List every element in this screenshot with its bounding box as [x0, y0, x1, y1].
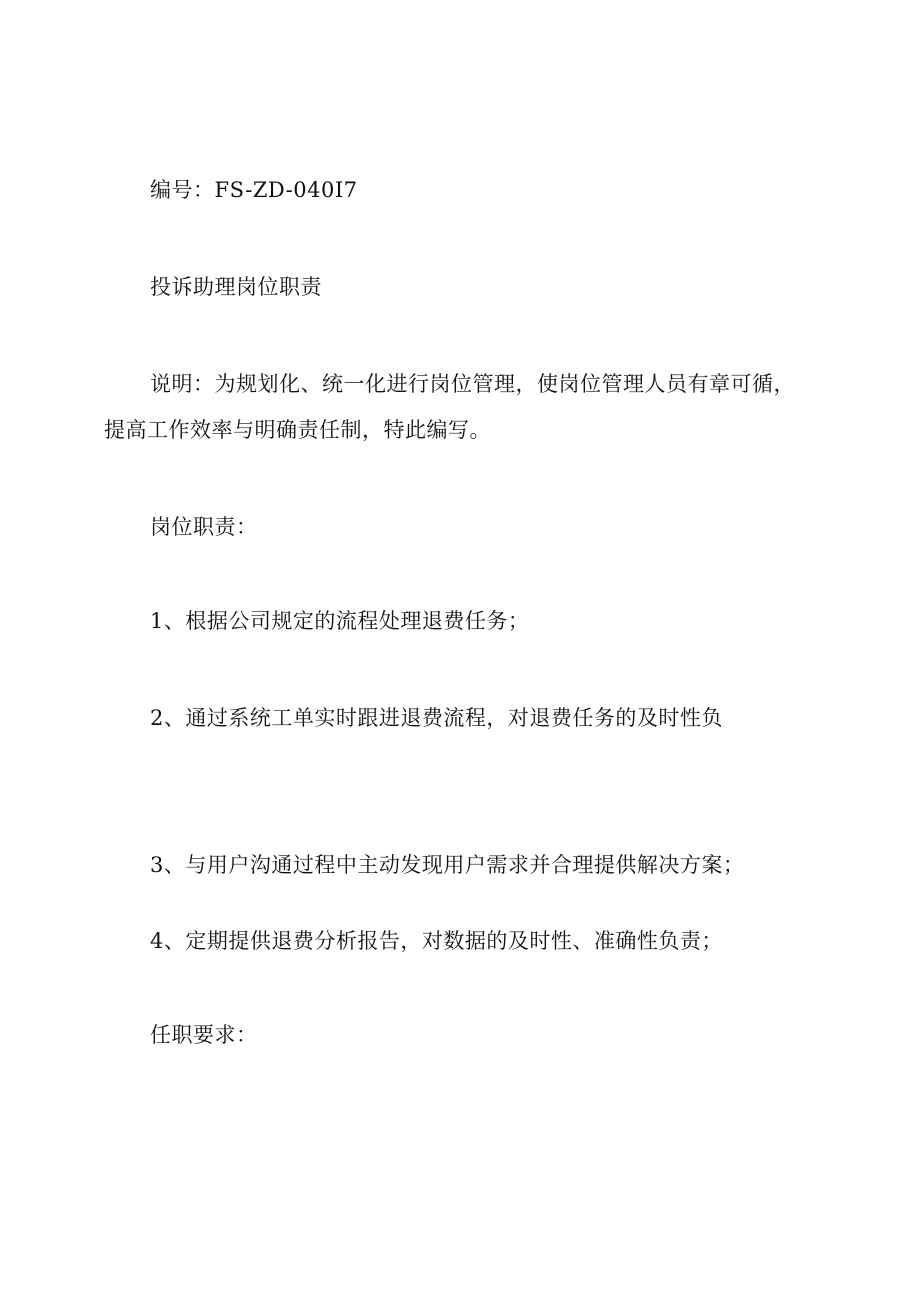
- requirements-heading: 任职要求：: [150, 1023, 258, 1047]
- duty-item-1: 1、根据公司规定的流程处理退费任务；: [150, 609, 530, 633]
- duty-item-2: 2、通过系统工单实时跟进退费流程，对退费任务的及时性负: [150, 706, 723, 730]
- document-number: 编号：FS-ZD-040I7: [150, 178, 358, 202]
- duties-heading: 岗位职责：: [150, 515, 258, 539]
- document-title: 投诉助理岗位职责: [150, 275, 322, 299]
- description-line-2: 提高工作效率与明确责任制，特此编写。: [104, 418, 491, 442]
- duty-item-4: 4、定期提供退费分析报告，对数据的及时性、准确性负责；: [150, 929, 723, 953]
- duty-item-3: 3、与用户沟通过程中主动发现用户需求并合理提供解决方案；: [150, 853, 745, 877]
- description-line-1: 说明：为规划化、统一化进行岗位管理，使岗位管理人员有章可循，: [150, 372, 795, 396]
